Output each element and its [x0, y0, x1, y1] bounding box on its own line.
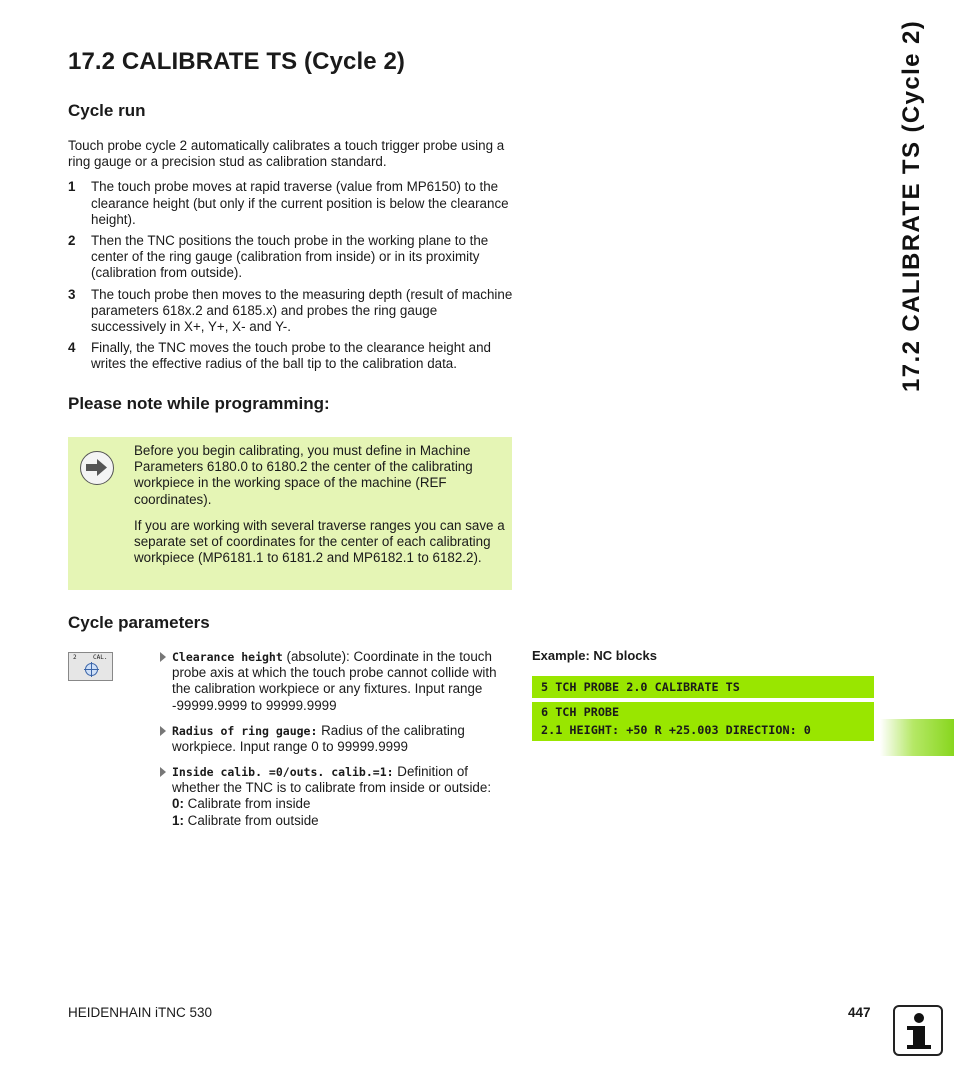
page-title: 17.2 CALIBRATE TS (Cycle 2)	[68, 48, 406, 75]
nc-block-1	[532, 676, 874, 698]
side-title: 17.2 CALIBRATE TS (Cycle 2)	[898, 19, 925, 392]
cycle-run-intro: Touch probe cycle 2 automatically calibrates a touch trigger probe using a ring gauge or a precision stud as calibration standard.	[68, 138, 505, 170]
triangle-bullet-icon	[160, 767, 166, 777]
list-item	[68, 340, 513, 372]
param-name: Clearance height	[172, 650, 283, 664]
nc-line: 2.1 HEIGHT: +50 R +25.003 DIRECTION: 0	[541, 723, 811, 737]
arrow-right-icon	[80, 451, 114, 485]
list-item	[68, 233, 513, 282]
option-key: 1:	[172, 812, 184, 828]
example-heading: Example: NC blocks	[532, 648, 657, 663]
note-heading: Please note while programming:	[68, 394, 330, 413]
info-icon	[893, 1005, 943, 1056]
page-number: 447	[848, 1005, 871, 1020]
nc-block-2	[532, 702, 874, 741]
param-name: Inside calib. =0/outs. calib.=1:	[172, 765, 394, 779]
step-text: Then the TNC positions the touch probe in the working plane to the center of the ring gauge (calibration from inside) or in its proximity (calibration from outside).	[91, 233, 489, 281]
step-text: The touch probe moves at rapid traverse (value from MP6150) to the clearance height (but only if the current position is below the clearance height).	[91, 179, 509, 227]
crosshair-icon	[85, 663, 98, 676]
note-text	[134, 443, 506, 576]
option-text: Calibrate from outside	[183, 812, 319, 828]
triangle-bullet-icon	[160, 726, 166, 736]
step-number: 2	[68, 233, 76, 249]
triangle-bullet-icon	[160, 652, 166, 662]
cycle-run-steps	[68, 179, 513, 372]
option-key: 0:	[172, 796, 184, 812]
list-item	[68, 287, 513, 336]
nc-line: 5 TCH PROBE 2.0 CALIBRATE TS	[541, 680, 740, 694]
cycle-run-section	[68, 138, 513, 378]
note-paragraph: If you are working with several traverse ranges you can save a separate set of coordinates for the center of each calibrating workpiece (MP6181.1 to 6181.2 and MP6182.1 to 6182.2).	[134, 517, 505, 566]
softkey-label: CAL.	[93, 654, 108, 661]
option-text: Calibrate from inside	[183, 796, 311, 812]
footer-product: HEIDENHAIN iTNC 530	[68, 1005, 213, 1020]
param-description: (absolute): Coordinate in the touch probe axis at which the touch probe cannot collide with the calibration workpiece or any fixtures. Input range -99999.9999 to 99999.9999	[172, 649, 497, 713]
param-name: Radius of ring gauge:	[172, 724, 318, 738]
step-text: Finally, the TNC moves the touch probe to the clearance height and writes the effective radius of the ball tip to the calibration data.	[91, 340, 491, 372]
cycle-run-heading: Cycle run	[68, 101, 146, 120]
note-box	[68, 437, 512, 590]
param-description: Definition of whether the TNC is to calibrate from inside or outside:	[172, 764, 492, 796]
chapter-tab	[880, 719, 954, 756]
note-paragraph: Before you begin calibrating, you must define in Machine Parameters 6180.0 to 6180.2 the center of the calibrating workpiece in the working space of the machine (REF coordinates).	[134, 443, 473, 507]
param-ring-radius	[160, 723, 512, 755]
cycle-parameters-heading: Cycle parameters	[68, 613, 210, 632]
step-number: 3	[68, 286, 76, 302]
calibrate-softkey[interactable]	[68, 652, 113, 681]
softkey-number: 2	[73, 654, 77, 661]
step-text: The touch probe then moves to the measuring depth (result of machine parameters 618x.2 and 6185.x) and probes the ring gauge successively in X+, Y+, X- and Y-.	[91, 286, 513, 335]
param-description: Radius of the calibrating workpiece. Input range 0 to 99999.9999	[172, 723, 465, 755]
step-number: 1	[68, 179, 76, 195]
param-clearance-height	[160, 649, 512, 714]
step-number: 4	[68, 340, 76, 356]
param-inside-outside	[160, 764, 512, 829]
nc-line: 6 TCH PROBE	[541, 705, 620, 719]
list-item	[68, 179, 513, 228]
